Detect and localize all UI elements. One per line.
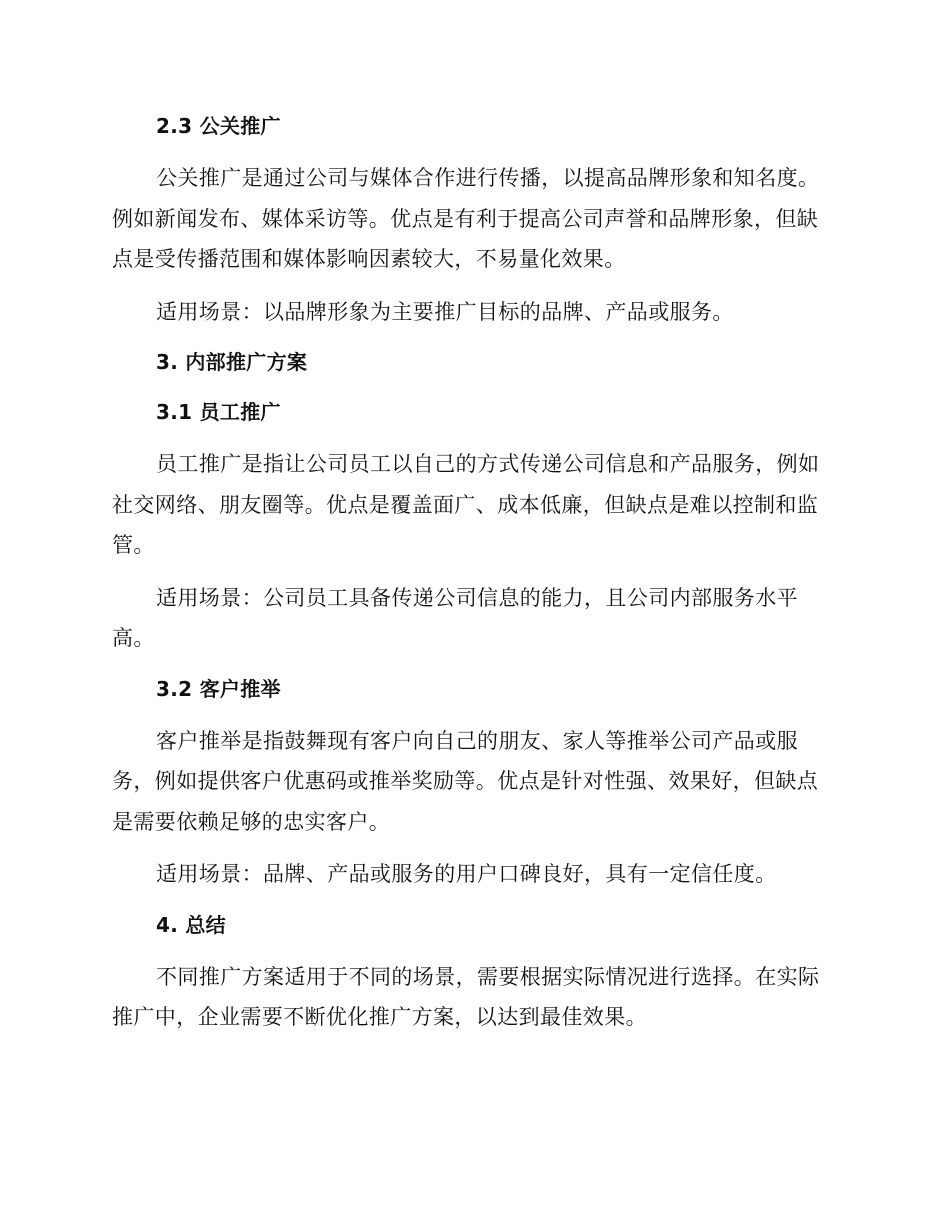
paragraph-line: 务，例如提供客户优惠码或推举奖励等。优点是针对性强、效果好，但缺点 bbox=[112, 769, 819, 793]
paragraph-employee-scenario bbox=[112, 578, 832, 659]
paragraph-employee-description bbox=[112, 444, 832, 566]
section-heading-3-2: 3.2 客户推举 bbox=[156, 676, 281, 701]
paragraph-line: 高。 bbox=[112, 626, 155, 650]
section-heading-3: 3. 内部推广方案 bbox=[156, 350, 308, 374]
paragraph-line: 适用场景：品牌、产品或服务的用户口碑良好，具有一定信任度。 bbox=[156, 862, 777, 886]
paragraph-line: 公关推广是通过公司与媒体合作进行传播，以提高品牌形象和知名度。 bbox=[156, 166, 820, 190]
paragraph-line: 推广中，企业需要不断优化推广方案，以达到最佳效果。 bbox=[112, 1005, 647, 1029]
paragraph-pr-description bbox=[112, 158, 832, 280]
paragraph-line: 客户推举是指鼓舞现有客户向自己的朋友、家人等推举公司产品或服 bbox=[156, 728, 798, 753]
paragraph-line: 管。 bbox=[112, 533, 155, 557]
paragraph-line: 例如新闻发布、媒体采访等。优点是有利于提高公司声誉和品牌形象，但缺 bbox=[112, 206, 819, 231]
section-heading-3-1: 3.1 员工推广 bbox=[156, 400, 281, 424]
section-heading-4: 4. 总结 bbox=[156, 912, 226, 937]
paragraph-line: 社交网络、朋友圈等。优点是覆盖面广、成本低廉，但缺点是难以控制和监 bbox=[112, 492, 819, 517]
paragraph-line: 不同推广方案适用于不同的场景，需要根据实际情况进行选择。在实际 bbox=[156, 964, 820, 989]
document-body bbox=[112, 108, 832, 1050]
paragraph-pr-scenario bbox=[112, 292, 832, 333]
paragraph-line: 适用场景：公司员工具备传递公司信息的能力，且公司内部服务水平 bbox=[156, 585, 798, 610]
paragraph-line: 员工推广是指让公司员工以自己的方式传递公司信息和产品服务，例如 bbox=[156, 452, 820, 476]
paragraph-line: 适用场景：以品牌形象为主要推广目标的品牌、产品或服务。 bbox=[156, 299, 734, 324]
paragraph-line: 点是受传播范围和媒体影响因素较大，不易量化效果。 bbox=[112, 247, 626, 271]
paragraph-referral-scenario bbox=[112, 854, 832, 895]
paragraph-line: 是需要依赖足够的忠实客户。 bbox=[112, 809, 391, 834]
paragraph-referral-description bbox=[112, 721, 832, 843]
paragraph-summary bbox=[112, 957, 832, 1038]
section-heading-2-3: 2.3 公关推广 bbox=[156, 114, 281, 138]
